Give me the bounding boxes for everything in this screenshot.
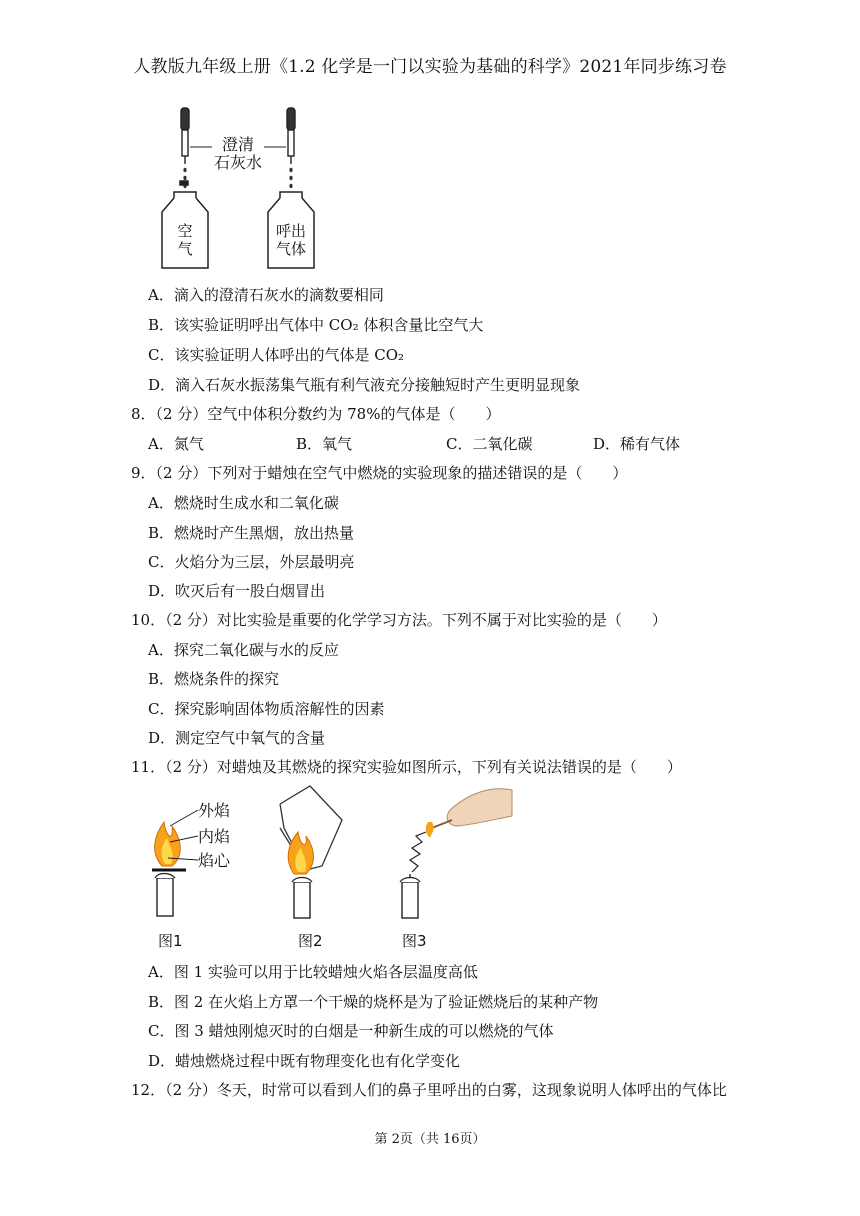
beaker-over-candle-fig2-icon [280, 786, 342, 918]
q9-option-d: D．吹灭后有一股白烟冒出 [148, 582, 326, 600]
q9-option-b: B．燃烧时产生黑烟，放出热量 [148, 524, 355, 542]
q8-option-b: B．氧气 [296, 435, 353, 453]
dropper-label-1: 澄清 [221, 135, 255, 154]
q9-option-c: C．火焰分为三层，外层最明亮 [148, 553, 355, 571]
label-fig3: 图3 [402, 932, 427, 950]
q7-option-d: D．滴入石灰水振荡集气瓶有利气液充分接触短时产生更明显现象 [148, 376, 581, 394]
q10-option-b: B．燃烧条件的探究 [148, 670, 280, 688]
dropper-left-icon [181, 108, 189, 164]
dropper-label-2: 石灰水 [213, 153, 263, 172]
q10-stem: 10．（2 分）对比实验是重要的化学学习方法。下列不属于对比实验的是（ ） [131, 611, 667, 629]
q11-option-a: A．图 1 实验可以用于比较蜡烛火焰各层温度高低 [148, 963, 478, 981]
label-flame-core: 焰心 [198, 851, 231, 870]
q7-option-b: B．该实验证明呼出气体中 CO₂ 体积含量比空气大 [148, 316, 484, 334]
q7-option-a: A．滴入的澄清石灰水的滴数要相同 [148, 286, 384, 304]
q10-option-d: D．测定空气中氧气的含量 [148, 729, 326, 747]
match-lighting-smoke-fig3-icon [400, 789, 512, 918]
bottle-experiment-figure [140, 104, 340, 274]
q8-option-d: D．稀有气体 [593, 435, 681, 453]
q11-option-c: C．图 3 蜡烛刚熄灭时的白烟是一种新生成的可以燃烧的气体 [148, 1022, 554, 1040]
q10-option-a: A．探究二氧化碳与水的反应 [148, 641, 339, 659]
q11-option-b: B．图 2 在火焰上方罩一个干燥的烧杯是为了验证燃烧后的某种产物 [148, 993, 599, 1011]
q9-option-a: A．燃烧时生成水和二氧化碳 [148, 494, 339, 512]
label-fig1: 图1 [158, 932, 183, 950]
label-inner-flame: 内焰 [198, 827, 231, 846]
q12-stem: 12．（2 分）冬天，时常可以看到人们的鼻子里呼出的白雾，这现象说明人体呼出的气体比 [131, 1081, 727, 1099]
bottle-right-label-2: 气体 [275, 240, 307, 258]
page-header: 人教版九年级上册《1.2 化学是一门以实验为基础的科学》2021年同步练习卷 [133, 57, 727, 77]
page-footer: 第 2页（共 16页） [374, 1132, 486, 1147]
candle-experiment-figure [140, 782, 540, 954]
q11-stem: 11．（2 分）对蜡烛及其燃烧的探究实验如图所示，下列有关说法错误的是（ ） [131, 758, 682, 776]
q11-option-d: D．蜡烛燃烧过程中既有物理变化也有化学变化 [148, 1052, 461, 1070]
q9-stem: 9．（2 分）下列对于蜡烛在空气中燃烧的实验现象的描述错误的是（ ） [131, 464, 628, 482]
bottle-left-label-1: 空 [177, 222, 193, 240]
q7-option-c: C．该实验证明人体呼出的气体是 CO₂ [148, 346, 405, 364]
label-fig2: 图2 [298, 932, 323, 950]
bottle-left-label-2: 气 [177, 240, 193, 258]
candle-fig1-icon [152, 822, 186, 916]
q10-option-c: C．探究影响固体物质溶解性的因素 [148, 700, 385, 718]
q8-stem: 8．（2 分）空气中体积分数约为 78%的气体是（ ） [131, 405, 501, 423]
q8-option-a: A．氮气 [148, 435, 204, 453]
label-outer-flame: 外焰 [198, 801, 231, 820]
q8-option-c: C．二氧化碳 [446, 435, 533, 453]
bottle-right-label-1: 呼出 [275, 222, 307, 240]
dropper-right-icon [287, 108, 295, 164]
